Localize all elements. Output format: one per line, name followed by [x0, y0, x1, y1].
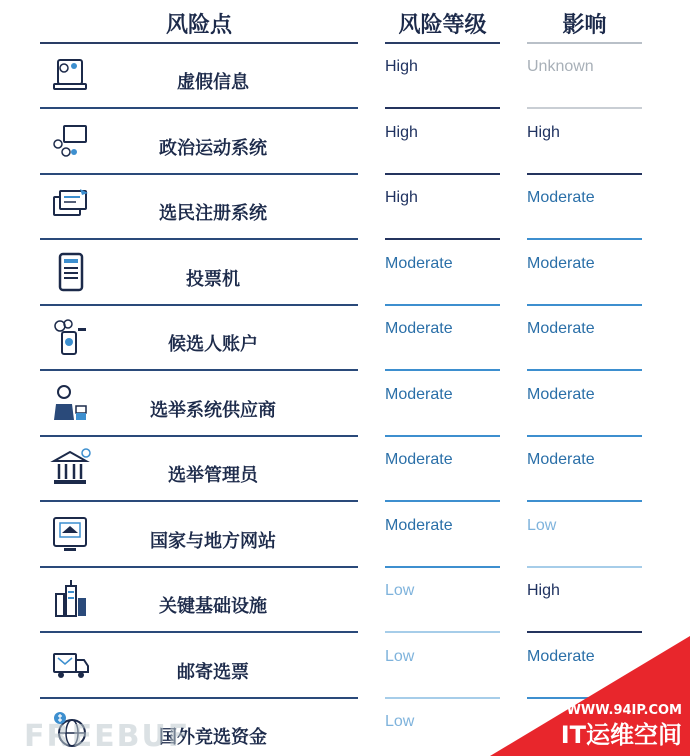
risk-point-label: 邮寄选票 — [177, 661, 249, 682]
header-risk-level: 风险等级 — [398, 12, 487, 37]
risk-point-label: 虚假信息 — [177, 72, 249, 92]
table-row — [0, 110, 690, 175]
impact-value: Moderate — [527, 647, 595, 665]
watermark-brand: IT运维空间 — [560, 721, 682, 749]
impact-value: Moderate — [527, 189, 595, 206]
risk-point-label: 候选人账户 — [168, 334, 258, 354]
risk-level-value: High — [385, 58, 418, 75]
risk-level-value: Moderate — [385, 516, 453, 534]
impact-value: Moderate — [527, 320, 595, 337]
header-impact: 影响 — [562, 12, 607, 37]
risk-point-label: 政治运动系统 — [159, 137, 267, 158]
risk-point-label: 国外竞选资金 — [159, 727, 267, 747]
table-row — [0, 175, 690, 240]
table-row — [0, 437, 690, 502]
impact-value: Unknown — [527, 58, 594, 75]
impact-value: Moderate — [527, 254, 595, 272]
risk-level-value: Moderate — [385, 320, 453, 337]
table-row — [0, 306, 690, 371]
risk-level-value: Low — [385, 713, 415, 730]
impact-value: High — [527, 123, 560, 141]
table-row — [0, 44, 690, 109]
risk-level-value: Moderate — [385, 451, 453, 468]
impact-value: Low — [527, 516, 557, 534]
website-icon — [50, 513, 92, 555]
impact-value: High — [527, 582, 560, 599]
risk-level-value: Moderate — [385, 254, 453, 272]
table-row — [0, 241, 690, 306]
corner-watermark — [490, 636, 690, 756]
table-row — [0, 372, 690, 437]
risk-point-label: 投票机 — [186, 268, 240, 289]
header-risk-point: 风险点 — [165, 12, 232, 37]
voting-machine-icon — [50, 251, 92, 293]
risk-point-label: 选民注册系统 — [159, 203, 267, 223]
voter-registration-icon — [50, 185, 92, 227]
freebuf-watermark: FREEBUF — [24, 719, 191, 754]
impact-value: Moderate — [527, 385, 595, 403]
government-building-icon — [50, 447, 92, 489]
vendor-icon — [50, 382, 92, 424]
risk-point-label: 国家与地方网站 — [150, 530, 276, 551]
risk-level-value: High — [385, 123, 418, 141]
risk-level-value: Low — [385, 582, 415, 599]
fake-news-icon — [50, 54, 92, 96]
risk-level-value: Moderate — [385, 385, 453, 403]
table-header — [0, 0, 690, 44]
risk-level-value: High — [385, 189, 418, 206]
risk-point-label: 选举系统供应商 — [150, 399, 276, 420]
candidate-account-icon — [50, 316, 92, 358]
risk-point-label: 关键基础设施 — [159, 596, 267, 616]
table-row — [0, 503, 690, 568]
table-row — [0, 568, 690, 633]
mail-truck-icon — [50, 644, 92, 686]
watermark-url: WWW.94IP.COM — [566, 703, 682, 718]
risk-level-value: Low — [385, 647, 415, 665]
infrastructure-icon — [50, 578, 92, 620]
impact-value: Moderate — [527, 451, 595, 468]
risk-point-label: 选举管理员 — [168, 465, 258, 485]
campaign-system-icon — [50, 120, 92, 162]
